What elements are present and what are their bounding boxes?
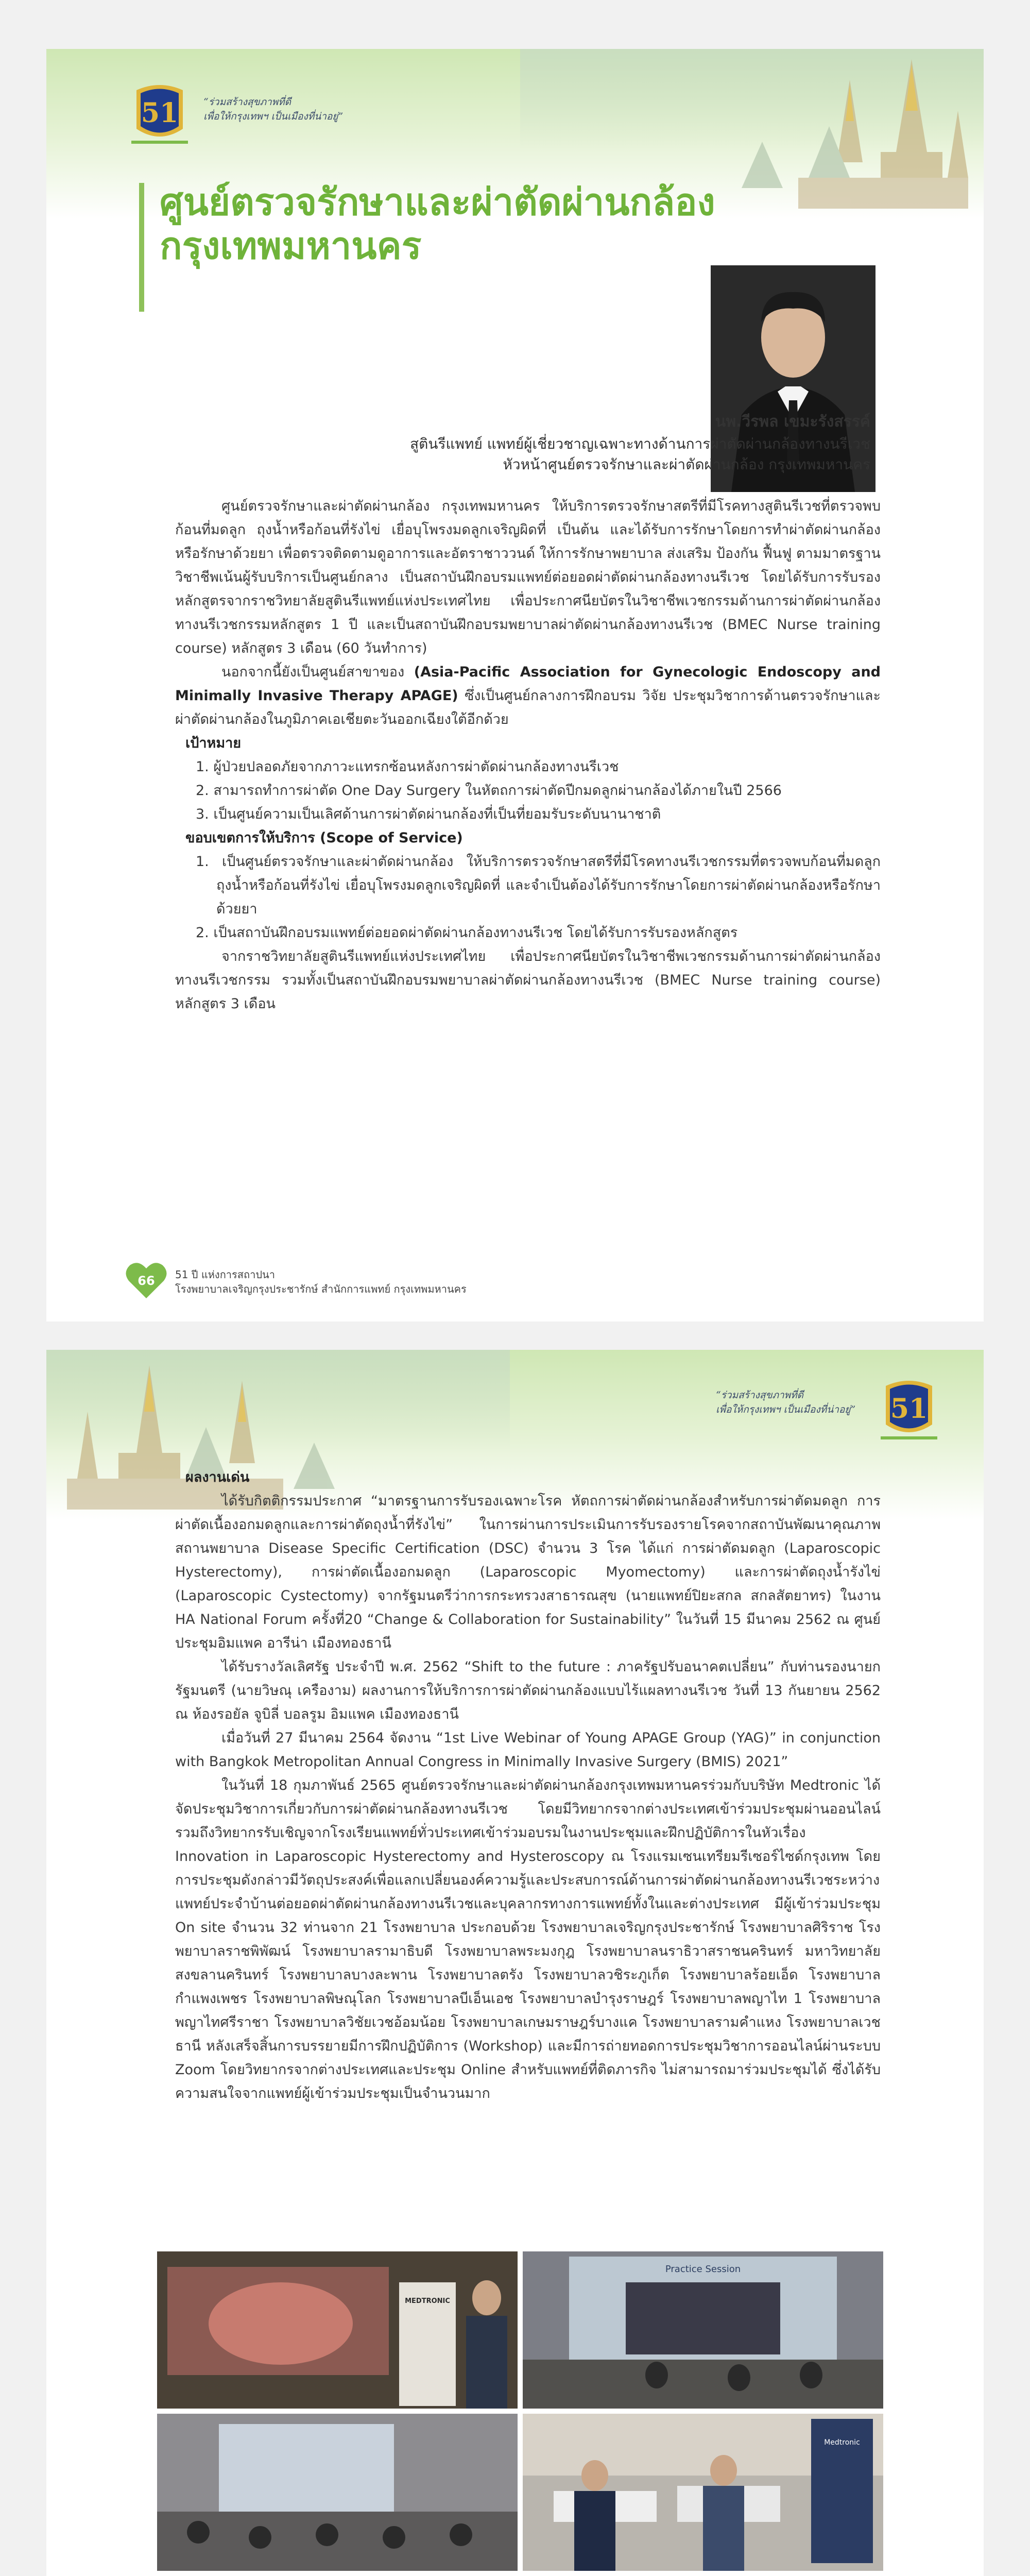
page-title: [160, 180, 715, 268]
author-name: นพ.วีรพล เขมะรังสรรค์: [715, 413, 870, 431]
svg-text:66: 66: [138, 1274, 155, 1288]
svg-text:51: 51: [141, 97, 179, 129]
achievement-paragraph-1: ได้รับกิตติกรรมประกาศ “มาตรฐานการรับรองเฉพาะโรค หัตถการผ่าตัดผ่านกล้องสำหรับการผ่าตัดมดลูก การผ่าตัดเนื้องอกมดลูกและการผ่าตัดถุงน้ำที่รังไข่” ในการผ่านการประเมินการรับรองรายโรคจากสถาบันพัฒนาคุณภาพสถานพยาบาล Disease Specific Certification (DSC) จำนวน 3 โรค ได้แก่ การผ่าตัดมดลูก (Laparoscopic Hysterectomy), การผ่าตัดเนื้องอกมดลูก (Laparoscopic Myomectomy) และการผ่าตัดถุงน้ำรังไข่ (Laparoscopic Cystectomy) จากรัฐมนตรีว่าการกระทรวงสาธารณสุข (นายแพทย์ปิยะสกล สกลสัตยาทร) ในงาน HA National Forum ครั้งที่20 “Change & Collaboration for Sustainability” ในวันที่ 15 มีนาคม 2562 ณ ศูนย์ประชุมอิมแพค อารีน่า เมืองทองธานี: [175, 1493, 881, 1651]
heart-page-badge: [124, 1257, 169, 1302]
title-line-2: กรุงเทพมหานคร: [160, 224, 422, 267]
apage-post: ซึ่งเป็นศูนย์กลางการฝึกอบรม วิจัย ประชุมวิชาการด้านตรวจรักษาและผ่าตัดผ่านกล้องในภูมิภาคเอเชียตะวันออกเฉียงใต้อีกด้วย: [175, 688, 881, 727]
goals-list: [175, 755, 881, 826]
scope-tail-paragraph: จากราชวิทยาลัยสูตินรีแพทย์แห่งประเทศไทย เพื่อประกาศนียบัตรในวิชาชีพเวชกรรมด้านการผ่าตัดผ่านกล้องทางนรีเวชกรรม รวมทั้งเป็นสถาบันฝึกอบรมพยาบาลผ่าตัดผ่านกล้องทางนรีเวช (BMEC Nurse training course) หลักสูตร 3 เดือน: [175, 948, 881, 1012]
page-66: [46, 49, 984, 1321]
scope-list: [175, 850, 881, 945]
title-accent-bar: [139, 183, 144, 312]
slogan-line-2: เพื่อให้กรุงเทพฯ เป็นเมืองที่น่าอยู่”: [203, 110, 344, 122]
slogan-line-1: “ร่วมสร้างสุขภาพที่ดี: [716, 1389, 804, 1401]
achievement-paragraph-3: เมื่อวันที่ 27 มีนาคม 2564 จัดงาน “1st Live Webinar of Young APAGE Group (YAG)” in conjunction with Bangkok Metropolitan Annual Congress in Minimally Invasive Surgery (BMIS) 2021”: [175, 1730, 881, 1770]
apage-pre: นอกจากนี้ยังเป็นศูนย์สาขาของ: [221, 664, 414, 680]
achievement-paragraph-4: ในวันที่ 18 กุมภาพันธ์ 2565 ศูนย์ตรวจรักษาและผ่าตัดผ่านกล้องกรุงเทพมหานครร่วมกับบริษัท Medtronic ได้จัดประชุมวิชาการเกี่ยวกับการผ่าตัดผ่านกล้องทางนรีเวช โดยมีวิทยากรจากต่างประเทศเข้าร่วมประชุมผ่านออนไลน์ รวมถึงวิทยากรรับเชิญจากโรงเรียนแพทย์ทั่วประเทศเข้าร่วมอบรมในงานประชุมและฝึกปฏิบัติการในหัวเรื่อง Innovation in Laparoscopic Hysterectomy and Hysteroscopy ณ โรงแรมเซนเทรียมรีเซอร์ไซด์กรุงเทพ โดยการประชุมดังกล่าวมีวัตถุประสงค์เพื่อแลกเปลี่ยนองค์ความรู้และประสบการณ์ด้านการผ่าตัดผ่านกล้องทางนรีเวชระหว่างแพทย์ประจำบ้านต่อยอดผ่าตัดผ่านกล้องทางนรีเวชและบุคลากรทางการแพทย์ทั้งในและต่างประเทศ มีผู้เข้าร่วมประชุม On site จำนวน 32 ท่านจาก 21 โรงพยาบาล ประกอบด้วย โรงพยาบาลเจริญกรุงประชารักษ์ โรงพยาบาลศิริราช โรงพยาบาลราชพิพัฒน์ โรงพยาบาลรามาธิบดี โรงพยาบาลพระมงกุฎ โรงพยาบาลนราธิวาสราชนครินทร์ มหาวิทยาลัยสงขลานครินทร์ โรงพยาบาลบางละพาน โรงพยาบาลตรัง โรงพยาบาลวชิระภูเก็ต โรงพยาบาลร้อยเอ็ด โรงพยาบาลกำแพงเพชร โรงพยาบาลพิษณุโลก โรงพยาบาลบีเอ็นเอช โรงพยาบาลบำรุงราษฎร์ โรงพยาบาลพญาไท 1 โรงพยาบาลพญาไทศรีราชา โรงพยาบาลวิชัยเวชอ้อมน้อย โรงพยาบาลเกษมราษฎร์บางแค โรงพยาบาลรามคำแหง โรงพยาบาลเวชธานี หลังเสร็จสิ้นการบรรยายมีการฝึกปฏิบัติการ (Workshop) และมีการถ่ายทอดการประชุมวิชาการออนไลน์ผ่านระบบ Zoom โดยวิทยากรจากต่างประเทศและประชุม Online สำหรับแพทย์ที่ติดภารกิจ ไม่สามารถมาร่วมประชุมได้ ซึ่งได้รับความสนใจจากแพทย์ผู้เข้าร่วมประชุมเป็นจำนวนมาก: [175, 1777, 881, 2102]
goal-item: 3. เป็นศูนย์ความเป็นเลิศด้านการผ่าตัดผ่านกล้องที่เป็นที่ยอมรับระดับนานาชาติ: [196, 806, 661, 822]
anniversary-logo: [876, 1376, 942, 1453]
svg-text:Practice Session: Practice Session: [665, 2264, 741, 2275]
svg-text:Medtronic: Medtronic: [824, 2438, 860, 2447]
scope-item: 2. เป็นสถาบันฝึกอบรมแพทย์ต่อยอดผ่าตัดผ่านกล้องทางนรีเวช โดยได้รับการรับรองหลักสูตร: [196, 925, 738, 941]
apage-paragraph: [175, 660, 881, 732]
event-photo-1: [157, 2251, 518, 2409]
article-body: [175, 495, 881, 1016]
footer-line-2: โรงพยาบาลเจริญกรุงประชารักษ์ สำนักการแพทย์ กรุงเทพมหานคร: [175, 1283, 467, 1295]
slogan: [203, 95, 343, 124]
event-photo-4: [523, 2414, 883, 2571]
intro-paragraph: ศูนย์ตรวจรักษาและผ่าตัดผ่านกล้อง กรุงเทพมหานคร ให้บริการตรวจรักษาสตรีที่มีโรคทางสูตินรีเวชที่ตรวจพบก้อนที่มดลูก ถุงน้ำหรือก้อนที่รังไข่ เยื่อบุโพรงมดลูกเจริญผิดที่ เป็นต้น และได้รับการรักษาโดยการทำผ่าตัดผ่านกล้อง หรือรักษาด้วยยา เพื่อตรวจติดตามดูอาการและอัตราชาววนด์ ให้การรักษาพยาบาล ส่งเสริม ป้องกัน ฟื้นฟู ตามมาตรฐานวิชาชีพเน้นผู้รับบริการเป็นศูนย์กลาง เป็นสถาบันฝึกอบรมแพทย์ต่อยอดผ่าตัดผ่านกล้องทางนรีเวช โดยได้รับการรับรองหลักสูตรจากราชวิทยาลัยสูตินรีแพทย์แห่งประเทศไทย เพื่อประกาศนียบัตรในวิชาชีพเวชกรรมด้านการผ่าตัดผ่านกล้องทางนรีเวชกรรมหลักสูตร 1 ปี และเป็นสถาบันฝึกอบรมพยาบาลผ่าตัดผ่านกล้องทางนรีเวช (BMEC Nurse training course) หลักสูตร 3 เดือน (60 วันทำการ): [175, 498, 881, 656]
anniversary-logo: [126, 80, 193, 157]
slogan-line-1: “ร่วมสร้างสุขภาพที่ดี: [203, 96, 291, 108]
achievements-heading: ผลงานเด่น: [185, 1469, 250, 1485]
svg-text:MEDTRONIC: MEDTRONIC: [405, 2297, 450, 2305]
event-photo-2: [523, 2251, 883, 2409]
footer-line-1: 51 ปี แห่งการสถาปนา: [175, 1268, 275, 1281]
slogan-line-2: เพื่อให้กรุงเทพฯ เป็นเมืองที่น่าอยู่”: [716, 1403, 856, 1415]
page-footer: [175, 1267, 467, 1296]
scope-heading: ขอบเขตการให้บริการ (Scope of Service): [185, 830, 463, 846]
event-photo-3: [157, 2414, 518, 2571]
goals-heading: เป้าหมาย: [185, 735, 242, 751]
event-photo-grid: [157, 2251, 883, 2571]
article-body: [175, 1466, 881, 2106]
slogan: [716, 1388, 855, 1417]
goal-item: 1. ผู้ป่วยปลอดภัยจากภาวะแทรกซ้อนหลังการผ่าตัดผ่านกล้องทางนรีเวช: [196, 759, 619, 775]
svg-text:51: 51: [890, 1393, 928, 1425]
author-role-2: หัวหน้าศูนย์ตรวจรักษาและผ่าตัดผ่านกล้อง กรุงเทพมหานคร: [503, 456, 870, 473]
page-67: [46, 1350, 984, 2576]
goal-item: 2. สามารถทำการผ่าตัด One Day Surgery ในหัตถการผ่าตัดปีกมดลูกผ่านกล้องได้ภายในปี 2566: [196, 783, 782, 799]
apage-bold: (Asia-Pacific Association for Gynecologic Endoscopy and Minimally Invasive Therapy APAGE): [175, 664, 881, 704]
scope-item: 1. เป็นศูนย์ตรวจรักษาและผ่าตัดผ่านกล้อง ให้บริการตรวจรักษาสตรีที่มีโรคทางนรีเวชกรรมที่ตรวจพบก้อนที่มดลูก ถุงน้ำหรือก้อนที่รังไข่ เยื่อบุโพรงมดลูกเจริญผิดที่ และจำเป็นต้องได้รับการรักษาโดยการผ่าตัดผ่านกล้องหรือรักษาด้วยยา: [196, 854, 881, 917]
title-line-1: ศูนย์ตรวจรักษาและผ่าตัดผ่านกล้อง: [160, 180, 715, 224]
author-role-1: สูตินรีแพทย์ แพทย์ผู้เชี่ยวชาญเฉพาะทางด้านการผ่าตัดผ่านกล้องทางนรีเวช: [410, 435, 870, 452]
achievement-paragraph-2: ได้รับรางวัลเลิศรัฐ ประจำปี พ.ศ. 2562 “Shift to the future : ภาครัฐปรับอนาคตเปลี่ยน” กับท่านรองนายกรัฐมนตรี (นายวิษณุ เครืองาม) ผลงานการให้บริการการผ่าตัดผ่านกล้องแบบไร้แผลทางนรีเวช วันที่ 13 กันยายน 2562 ณ ห้องรอยัล จูบิลี่ บอลรูม อิมแพค เมืองทองธานี: [175, 1659, 881, 1722]
